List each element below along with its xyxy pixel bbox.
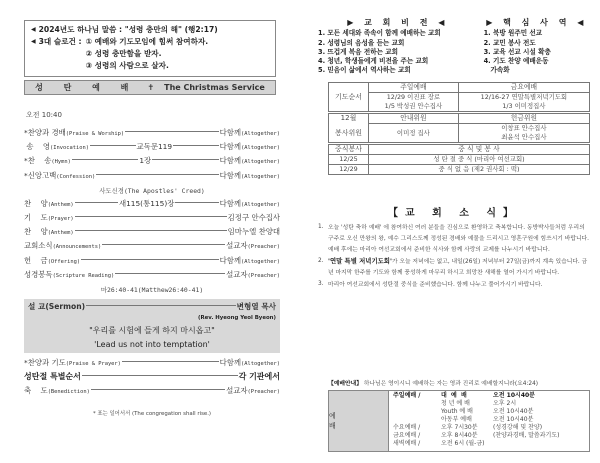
triangle-left-icon: ◀ [31,26,36,33]
order-item [24,127,280,141]
sermon-title-ko: "우리를 시험에 들게 하지 마시옵고" [89,325,215,335]
triangle-left-icon: ◀ [31,38,36,45]
sermon-preacher-en: (Rev. Hyeong Yeol Byeon) [197,314,276,321]
order-item-detail: 새115(통115)장 [118,198,175,208]
service-title-en: The Christmas Service [164,83,265,92]
order-item-label: 교회소식(Announcements) [24,241,102,251]
service-committee-label: 봉사위원 [329,124,369,143]
order-item-leader: 다함께(Altogether) [219,357,280,367]
cross-icon: ✝ [147,83,155,92]
order-item-leader: 다함께(Altogether) [219,156,281,166]
creed-line: 사도신경(The Apostles' Creed) [99,186,205,195]
order-item-leader: 설교자(Preacher) [226,241,280,251]
dotted-leader [82,375,238,376]
footnote: * 표는 일어서서 (The congregation shall rise.) [92,411,212,418]
service-time: 오전 10:40 [26,111,62,119]
order-item-leader: 김정구 안수집사 [227,212,280,222]
slogan-item: ① 예배와 기도모임에 힘써 참여하자. [85,37,209,46]
worship-schedule-row: 수요예배 / 오후 7시30분 (성경강해 및 찬양) [393,424,543,431]
order-item-label: *찬양과 기도(Praise & Prayer) [24,357,121,367]
order-item-leader: 각 기관에서 [238,372,280,382]
order-item-leader: 다함께(Altogether) [219,170,280,180]
mission-item: 3. 교육 선교 시설 확충 [483,47,551,56]
worship-guide-tag: 【예배안내】 [328,381,362,387]
dotted-leader [173,145,219,146]
worship-schedule-row: 새벽예배 / 오전 6시 (월-금) [393,440,485,447]
prayer-order-label: 기도순서 [329,83,369,112]
sunday-prayer: 1/5 박성권 안수집사 [369,102,459,112]
order-item [24,255,280,269]
order-item [24,198,280,212]
order-item-label: 성탄절 특별순서 [24,372,81,382]
order-item-leader: 설교자(Preacher) [226,386,280,396]
order-item-leader: 다함께(Altogether) [219,128,280,137]
worship-schedule-row: 아동부 예배 오전 10시40분 [441,416,534,423]
dotted-leader [86,305,236,306]
mission-item: 가속화 [483,66,510,75]
vision-item: 3. 뜨겁게 복음 전하는 교회 [318,47,398,56]
vision-title: ▶ 교 회 비 전 ◀ [347,17,449,27]
worship-schedule-row: 주일예배 / 대 예 배 오전 10시40분 [393,392,535,399]
news-item: 3. 마리아 여선교회에서 성탄절 중식을 준비했습니다. 함께 나누고 풀어가시기 바랍니다. [318,281,543,288]
service-title-bar [24,80,276,95]
friday-service-header: 금요예배 [458,83,589,93]
friday-prayer: 1/3 이미정집사 [458,102,589,112]
year-word-prefix: 2024년도 하나님 말씀 : [38,25,123,34]
order-item-label: *찬양과 경배(Praise & Worship) [24,128,125,137]
church-vision [318,18,478,76]
dotted-leader [75,230,227,231]
order-item-leader: 다함께(Altogether) [219,255,280,265]
order-item [24,371,280,385]
order-item-label: 축 도(Benediction) [24,386,90,396]
dotted-leader [91,389,225,390]
right-page [318,0,590,463]
december-label: 12월 [329,114,369,124]
worship-side-label: 예 배 [329,391,389,451]
fellowship-label: 중식봉사 [329,145,369,155]
worship-guide-heading [328,378,538,387]
slogan-item: ③ 성령의 사람으로 살자. [85,61,169,70]
dotted-leader [90,145,136,146]
news-title: 【교 회 소 식】 [387,208,521,219]
order-item [24,357,280,371]
order-item-leader: 임마누엘 찬양대 [227,227,280,237]
sunday-service-header: 주일예배 [369,83,459,93]
fellowship-header: 중 식 및 봉 사 [369,145,590,155]
order-item-leader: 설교자(Preacher) [226,269,280,279]
slogan-label: 3대 슬로건 : [38,37,82,46]
worship-schedule-row: Youth 예 배 오전 10시40분 [441,408,534,415]
sermon-label: 설 교(Sermon) [28,301,86,311]
dotted-leader [125,131,218,132]
usher-header: 안내위원 [369,114,459,124]
order-item-detail: 교독문119 [136,142,173,152]
dotted-leader [115,273,225,274]
order-item [24,269,280,283]
core-ministry [484,18,590,76]
order-item [24,141,280,155]
worship-schedule-row: 금요예배 / 오후 8시40분 (찬양과경배, 말씀과기도) [393,432,560,439]
mission-item: 1. 북방 원주민 선교 [483,29,543,38]
mission-title: ▶ 핵 심 사 역 ◀ [486,17,588,27]
order-item-label: 찬 양(Anthem) [24,198,74,208]
vision-item: 1. 모든 세대와 족속이 함께 예배하는 교회 [318,29,441,38]
left-page [20,0,280,463]
news-item: 1. 오늘 '성탄 축하 예배' 에 참여하신 여러 분들을 진심으로 환영하고 축복합니다. 동방박사들처럼 우리의 구주로 오신 만왕의 왕, 예수 그리스도께 정성된 경배와 예물을 드리시고 영혼구원에 힘쓰시기 바랍니다. 예배 후에는 마리아 여선교회에서 준비한 식사와 함께 사랑의 교제를 나누시기 바랍니다. [318,224,589,253]
order-item-label: 성경봉독(Scripture Reading) [24,269,115,279]
dotted-leader [75,216,227,217]
offering-members: 이창표 안수집사 최윤석 안수집사 [458,124,589,143]
order-item [24,170,280,184]
ushers: 이미정 집사 [369,124,459,143]
worship-schedule-row: 청 년 예 배 오후 2시 [441,400,517,407]
sunday-prayer: 12/29 이진표 장로 [369,93,459,103]
sermon-title-en: 'Lead us not into temptation' [94,339,210,349]
order-item-label: 송 영(Invocation) [24,142,89,152]
order-item-detail: 1장 [139,156,152,166]
fellowship-row: 12/29 중 식 없 음 (제2 권사회 : 떡) [329,165,590,175]
dotted-leader [152,159,218,160]
friday-prayer: 12/16-27 연말특별저녁기도회 [458,93,589,103]
order-item [24,155,280,169]
year-word: "성령 충만의 해" (행2:17) [124,25,218,34]
dotted-leader [96,174,218,175]
vision-item: 2. 성령님의 음성을 듣는 교회 [318,38,405,47]
sermon-preacher: 변형열 목사 [236,301,276,311]
motto-box [24,20,276,77]
order-item-leader: 다함께(Altogether) [219,142,281,152]
news-item: 2. '연말 특별 저녁기도회'가 오늘 저녁에는 없고, 내일(26일) 저녁부터 27일(금)까지 계속 있습니다. 금년 마지막 한주를 기도와 함께 풍성하게 마무리 하시고 희망찬 새해를 열어 가시기 바랍니다. [318,257,588,276]
slogan-item: ② 성령 충만함을 받자. [85,49,162,58]
vision-item: 5. 믿음이 삶에서 역사하는 교회 [318,66,411,75]
order-item [24,212,280,226]
worship-guide-verse: 하나님은 영이시니 예배하는 자는 영과 진리로 예배할지니라(요4:24) [363,381,539,387]
order-item-label: 헌 금(Offering) [24,255,81,265]
order-item-label: *신앙고백(Confession) [24,170,96,180]
worship-guide-box [328,390,590,452]
sermon-block [24,299,280,353]
service-title-ko: 성 탄 예 배 [35,83,138,92]
order-item-label: 기 도(Prayer) [24,212,74,222]
fellowship-row: 12/25 성 탄 절 중 식 (마리아 여선교회) [329,155,590,165]
dotted-leader [175,202,218,203]
dotted-leader [81,259,218,260]
dotted-leader [102,244,225,245]
order-item [24,226,280,240]
vision-item: 4. 청년, 학생들에게 비전을 주는 교회 [318,57,429,66]
dotted-leader [75,202,118,203]
schedule-table [328,82,590,175]
dotted-leader [122,361,219,362]
order-item-leader: 다함께(Altogether) [219,198,280,208]
mission-item: 4. 기도 찬양 예배운동 [483,57,549,66]
order-item [24,385,280,399]
scripture-line: 마26:40-41(Matthew26:40-41) [100,285,204,294]
order-item-label: *찬 송(Hymn) [24,156,71,166]
church-news [318,222,590,291]
mission-item: 2. 교민 봉사 전도 [483,38,536,47]
order-item-label: 찬 양(Anthem) [24,227,74,237]
order-item [24,240,280,254]
dotted-leader [72,159,138,160]
order-of-worship [24,127,280,417]
worship-schedule [389,391,563,451]
offering-header: 헌금위원 [458,114,589,124]
